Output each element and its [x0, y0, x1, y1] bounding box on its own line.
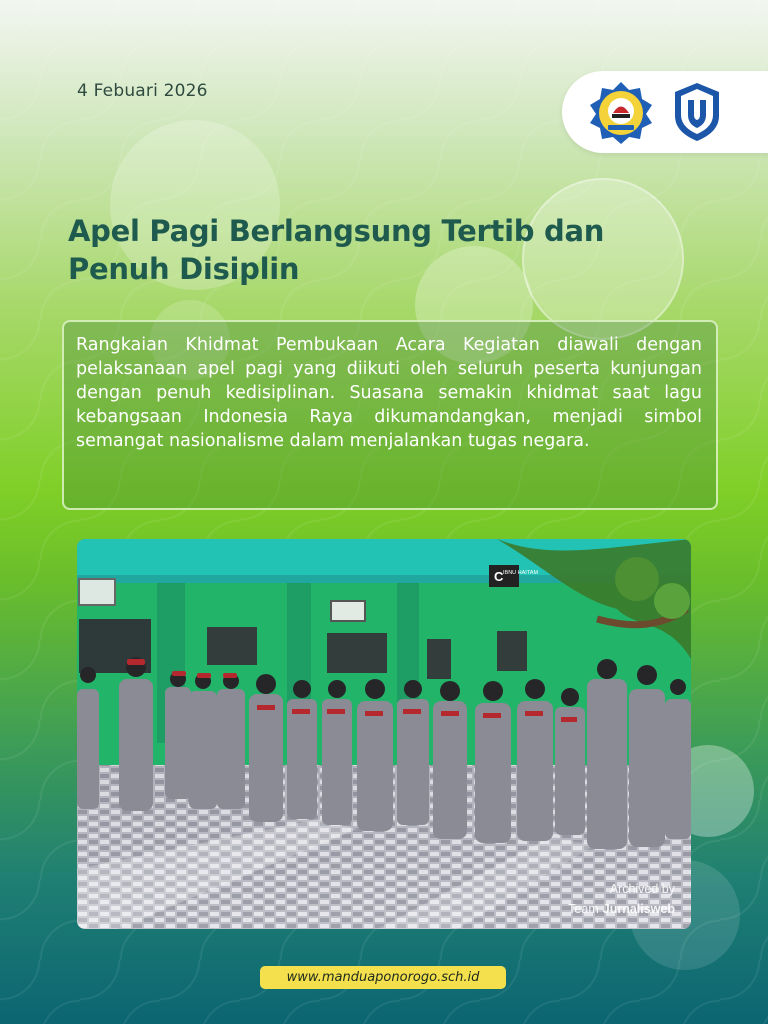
ceremony-photo [77, 539, 691, 929]
archived-by-label: Archived by [609, 882, 675, 896]
sign-text: IBNU HAITAM [503, 570, 539, 576]
website-url-badge[interactable]: www.manduaponorogo.sch.id [260, 966, 506, 989]
post-body: Rangkaian Khidmat Pembukaan Acara Kegiatan diawali dengan pelaksanaan apel pagi yang diikuti oleh seluruh peserta kunjungan dengan penuh kedisiplinan. Suasana semakin khidmat saat lagu kebangsaan Indonesia Raya dikumandangkan, menjadi simbol semangat nasionalisme dalam menjalankan tugas negara. [76, 335, 702, 451]
post-date: 4 Febuari 2026 [77, 81, 208, 101]
sign-letter: C [494, 569, 504, 584]
jurnalis-shield-icon [673, 82, 721, 142]
archived-team-prefix: Team [568, 902, 599, 916]
archived-team-name: Jurnalisweb [602, 902, 675, 916]
post-title: Apel Pagi Berlangsung Tertib dan Penuh Disiplin [68, 214, 605, 286]
ceremony-photo-illustration [77, 539, 691, 929]
school-crest-icon [588, 80, 654, 146]
archived-team-label [568, 902, 675, 916]
